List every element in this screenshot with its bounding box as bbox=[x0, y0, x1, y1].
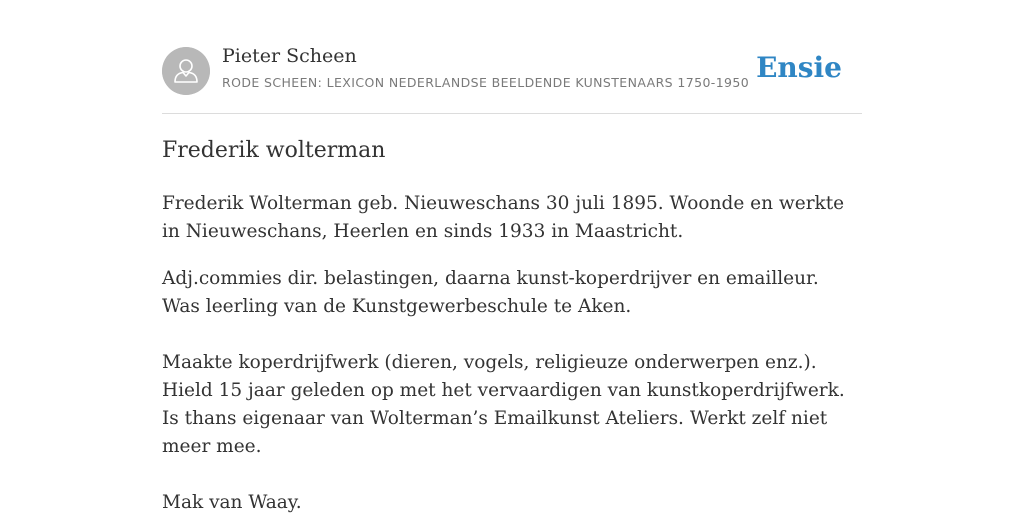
article-paragraph-2: Adj.commies dir. belastingen, daarna kunst-koperdrijver en emailleur. Was leerling van de Kunstgewerbeschule te Aken. Maakte koperdrijfwerk (dieren, vogels, religieuze onderwerpen enz.). Hield 15 jaar geleden op met het vervaardigen van kunstkoperdrijfwerk. Is thans eigenaar van Wolterman’s Emailkunst Ateliers. Werkt zelf niet meer mee. Mak van Waay. bbox=[162, 268, 845, 513]
ensie-logo[interactable]: Ensie bbox=[756, 51, 842, 84]
article-header bbox=[162, 0, 862, 114]
source-title[interactable]: RODE SCHEEN: LEXICON NEDERLANDSE BEELDENDE KUNSTENAARS 1750-1950 bbox=[222, 75, 750, 90]
user-silhouette-icon bbox=[162, 47, 210, 95]
article-card bbox=[162, 0, 862, 513]
author-avatar[interactable] bbox=[162, 47, 210, 95]
article-paragraph-1: Frederik Wolterman geb. Nieuweschans 30 juli 1895. Woonde en werkte in Nieuweschans, Heerlen en sinds 1933 in Maastricht. bbox=[162, 193, 845, 242]
article-title: Frederik wolterman bbox=[162, 138, 386, 163]
author-name[interactable]: Pieter Scheen bbox=[222, 45, 357, 67]
